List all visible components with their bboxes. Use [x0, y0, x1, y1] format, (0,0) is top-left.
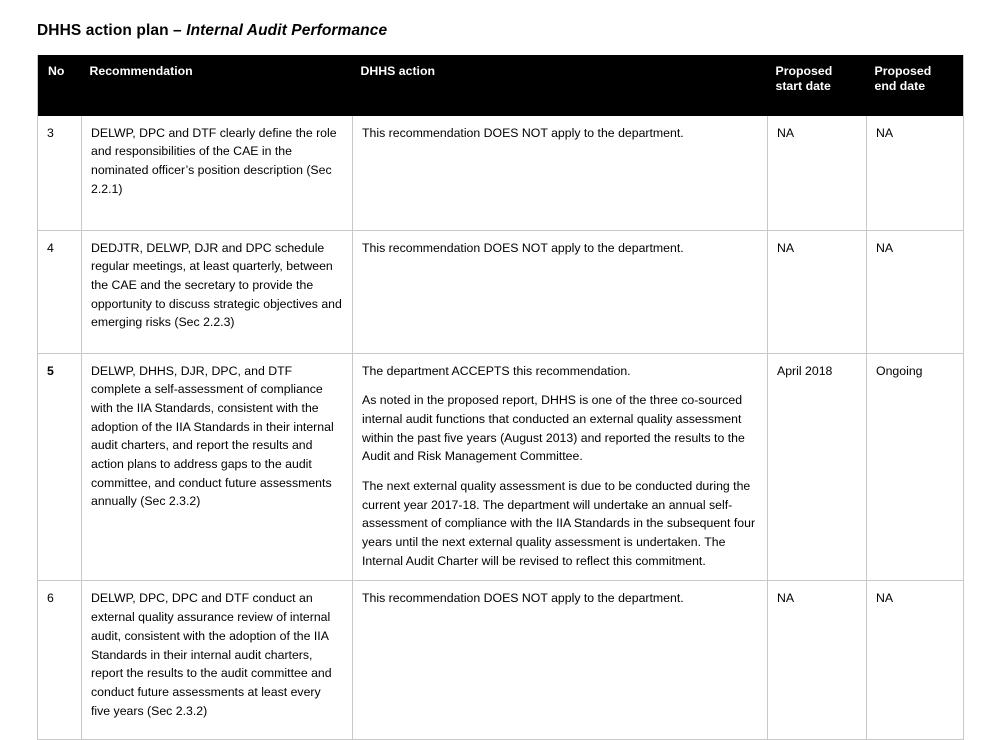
column-header-end-line2: end date [874, 78, 926, 93]
cell-recommendation [82, 116, 353, 231]
column-header-proposed-start-date [768, 55, 867, 116]
table-row [38, 581, 964, 740]
cell-proposed-end-date: NA [867, 116, 964, 231]
cell-proposed-start-date: NA [768, 581, 867, 740]
page-title [37, 22, 964, 41]
page-title-emphasis: Internal Audit Performance [186, 22, 388, 39]
action-paragraph: The department ACCEPTS this recommendation. [362, 363, 631, 378]
cell-proposed-end-date: NA [867, 581, 964, 740]
cell-row-number: 5 [38, 353, 82, 581]
page-title-main: DHHS action plan – [37, 22, 187, 39]
recommendation-text: DELWP, DHHS, DJR, DPC, and DTF complete a self-assessment of compliance with the IIA Standards, consistent with the adoption of the IIA Standards in their internal audit charters, and report the results and action plans to address gaps to the audit committee, and conduct future assessments annually (Sec 2.3.2) [91, 363, 334, 509]
cell-recommendation [82, 581, 353, 740]
recommendation-text: DELWP, DPC and DTF clearly define the role and responsibilities of the CAE in the nominated officer’s position description (Sec 2.2.1) [91, 125, 337, 196]
table-header-row [38, 55, 964, 116]
cell-recommendation [82, 353, 353, 581]
cell-recommendation [82, 230, 353, 353]
column-header-dhhs-action: DHHS action [353, 55, 768, 116]
cell-dhhs-action [353, 581, 768, 740]
table-body [38, 116, 964, 740]
cell-proposed-start-date: April 2018 [768, 353, 867, 581]
column-header-proposed-end-date [867, 55, 964, 116]
cell-proposed-end-date: Ongoing [867, 353, 964, 581]
action-paragraph: The next external quality assessment is due to be conducted during the current year 2017-18. The department will undertake an annual self-assessment of compliance with the IIA Standards in the subsequent four years until the next external quality assessment is undertaken. The Internal Audit Charter will be revised to reflect this commitment. [362, 479, 756, 568]
cell-proposed-end-date: NA [867, 230, 964, 353]
column-header-end-line1: Proposed [874, 63, 932, 78]
cell-proposed-start-date: NA [768, 230, 867, 353]
recommendation-text: DELWP, DPC, DPC and DTF conduct an external quality assurance review of internal audit, consistent with the adoption of the IIA Standards in their internal audit charters, report the results to the audit committee and conduct future assessments at least every five years (Sec 2.3.2) [91, 591, 332, 718]
table-row [38, 230, 964, 353]
column-header-start-line1: Proposed [775, 63, 833, 78]
action-plan-table [37, 55, 964, 740]
action-paragraph: This recommendation DOES NOT apply to the department. [362, 125, 684, 140]
action-paragraph: As noted in the proposed report, DHHS is one of the three co-sourced internal audit functions that conducted an external quality assessment within the past five years (August 2013) and reported the results to the Audit and Risk Management Committee. [362, 393, 745, 464]
column-header-no: No [38, 55, 82, 116]
action-paragraph: This recommendation DOES NOT apply to the department. [362, 591, 684, 606]
table-row [38, 353, 964, 581]
cell-dhhs-action [353, 353, 768, 581]
column-header-recommendation: Recommendation [82, 55, 353, 116]
cell-proposed-start-date: NA [768, 116, 867, 231]
table-header [38, 55, 964, 116]
cell-row-number: 6 [38, 581, 82, 740]
recommendation-text: DEDJTR, DELWP, DJR and DPC schedule regular meetings, at least quarterly, between the CAE and the secretary to provide the opportunity to discuss strategic objectives and emerging risks (Sec 2.2.3) [91, 240, 342, 330]
cell-row-number: 3 [38, 116, 82, 231]
table-row [38, 116, 964, 231]
cell-row-number: 4 [38, 230, 82, 353]
action-paragraph: This recommendation DOES NOT apply to the department. [362, 240, 684, 255]
cell-dhhs-action [353, 116, 768, 231]
cell-dhhs-action [353, 230, 768, 353]
column-header-start-line2: start date [775, 78, 831, 93]
